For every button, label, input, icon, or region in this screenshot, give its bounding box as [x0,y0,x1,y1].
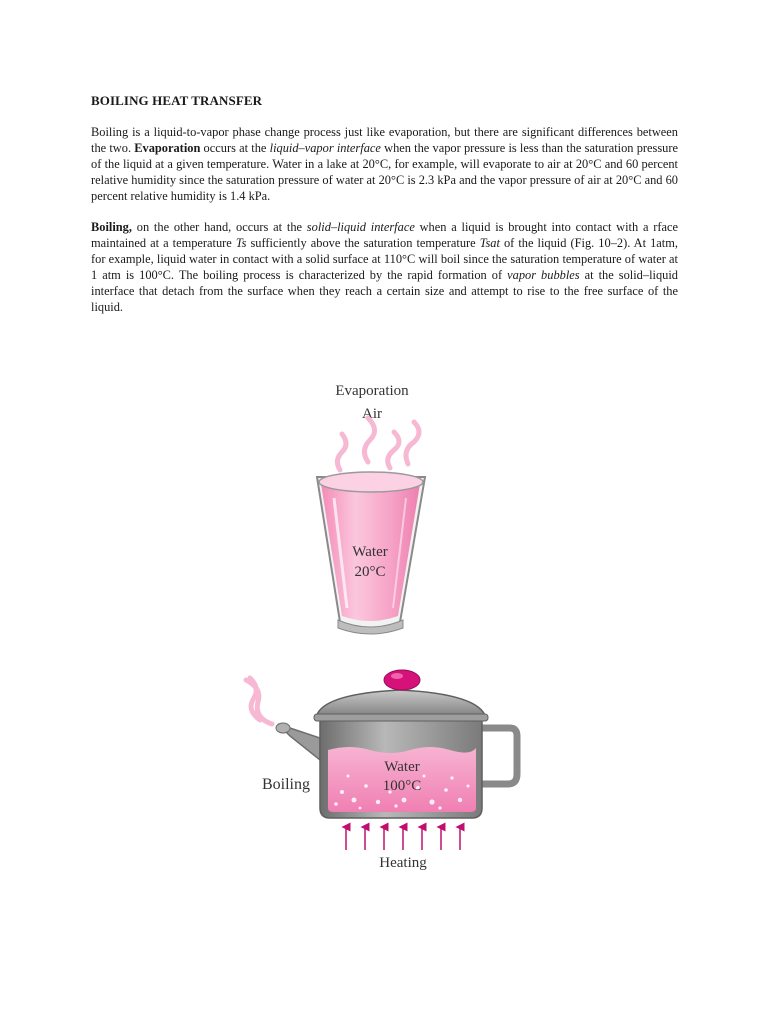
p2-text-3: sufficiently above the saturation temperature [246,236,480,250]
lid-knob [384,670,420,690]
evaporation-label: Evaporation [335,383,409,399]
p2-text-1: on the other hand, occurs at the [131,220,307,234]
heating-label: Heating [379,855,427,871]
p1-text-3: when the vapor pressure is less than the saturation pressure of the liquid at a given temperature. Water in a lake at 20°C, for example, will evaporate to air at 20°C and 60 percent relative humidity since the saturation pressure of water at 20°C is 2.3 kPa and the vapor pressure of air at 20°C and 60 percent relative humidity is 1.4 kPa. [91,141,678,203]
p2-text-4: of the liquid (Fig. 10–2). At 1atm, for example, liquid water in contact with a solid surface at 110°C will boil since the saturation temperature of water at 1 atm is 100°C. The boiling process is characterized by the rapid formation of [91,236,678,282]
lid-knob-highlight [391,673,403,679]
boiling-evaporation-figure [220,372,550,882]
paragraph-boiling [91,219,678,315]
pot-water-label: Water [384,759,420,775]
p2-text-2: when a liquid is brought into contact with a rface maintained at a temperature [91,220,678,250]
pot-lid [314,690,488,721]
paragraph-evaporation [91,124,678,204]
p2-text-5: at the solid–liquid interface that detach from the surface when they reach a certain size and attempt to rise to the free surface of the liquid. [91,268,678,314]
glass-water-label: Water [352,544,388,560]
p2-tsat-symbol: Tsat [479,236,500,250]
glass-temp-label: 20°C [354,564,386,580]
spout-tip [276,723,290,733]
glass-vapor-wisps [337,418,419,470]
p2-interface-term: solid–liquid interface [306,220,415,234]
pot-temp-label: 100°C [382,778,422,794]
p2-boiling-term: Boiling, [91,220,132,234]
pot-handle [482,728,517,784]
kettle-steam-wisps [246,678,272,724]
heating-arrows [346,827,460,850]
air-label: Air [362,406,382,422]
section-heading: BOILING HEAT TRANSFER [91,93,263,108]
figure-illustration [220,372,550,882]
p1-text-1: Boiling is a liquid-to-vapor phase change process just like evaporation, but there are significant differences between the two. [91,125,678,155]
p2-vapor-bubbles-term: vapor bubbles [507,268,580,282]
p1-evaporation-term: Evaporation [134,141,201,155]
p1-interface-term: liquid–vapor interface [269,141,381,155]
p2-ts-symbol: Ts [235,236,247,250]
p1-text-2: occurs at the [200,141,270,155]
boiling-label: Boiling [261,776,311,793]
